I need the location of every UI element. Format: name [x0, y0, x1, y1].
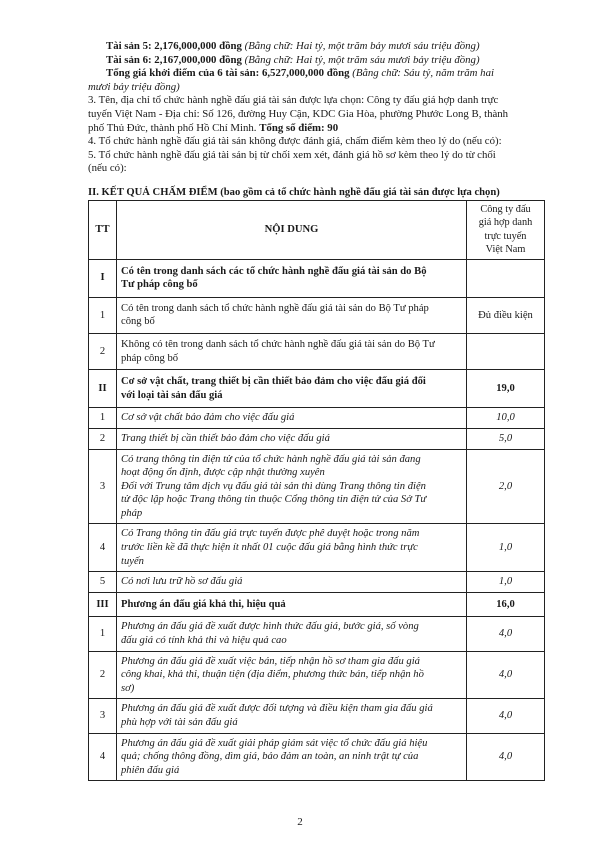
document-page — [88, 40, 544, 781]
row-score: 5,0 — [467, 428, 545, 449]
row-score: 2,0 — [467, 449, 545, 524]
row-content-line: trước liền kề đã thực hiện ít nhất 01 cuộc đấu giá bằng hình thức trực — [121, 542, 418, 554]
score-table — [88, 200, 545, 781]
row-content — [117, 259, 467, 297]
row-score — [467, 259, 545, 297]
row-tt: 2 — [89, 333, 117, 369]
row-content — [117, 699, 467, 733]
row-content-line: Có nơi lưu trữ hồ sơ đấu giá — [121, 576, 243, 588]
row-content-line: Cơ sở vật chất, trang thiết bị cần thiết bảo đảm cho việc đấu giá đối — [121, 376, 426, 388]
row-tt: 3 — [89, 449, 117, 524]
row-content-line: pháp — [121, 507, 143, 519]
row-score: 1,0 — [467, 524, 545, 572]
row-content-line: Phương án đấu giá khả thi, hiệu quả — [121, 598, 286, 610]
row-tt: 1 — [89, 408, 117, 429]
row-content-line: công khai, khả thi, thuận tiện (địa điểm, phương thức bán, tiếp nhận hồ — [121, 669, 424, 681]
row-content-line: hoạt động ổn định, được cập nhật thường xuyên — [121, 467, 325, 479]
table-row — [89, 699, 545, 733]
row-tt: I — [89, 259, 117, 297]
row-content — [117, 428, 467, 449]
row-tt: III — [89, 592, 117, 617]
row-content-line: phù hợp với tài sản đấu giá — [121, 717, 238, 728]
table-row — [89, 370, 545, 408]
row-content-line: đấu giá có tính khả thi và hiệu quả cao — [121, 635, 287, 647]
row-content — [117, 592, 467, 617]
row-content-line: Đối với Trung tâm dịch vụ đấu giá tài sản thì dùng Trang thông tin điện — [121, 480, 426, 492]
table-row — [89, 449, 545, 524]
table-row — [89, 651, 545, 699]
row-score: 1,0 — [467, 572, 545, 593]
table-row — [89, 428, 545, 449]
table-body — [89, 259, 545, 781]
row-content — [117, 651, 467, 699]
table-row — [89, 297, 545, 333]
row-tt: 5 — [89, 572, 117, 593]
total-words-2: mươi bảy triệu đồng) — [88, 80, 180, 93]
row-score: 16,0 — [467, 592, 545, 617]
total-line — [88, 67, 544, 81]
table-row — [89, 524, 545, 572]
row-content — [117, 333, 467, 369]
row-content-line: tử độc lập hoặc Trang thông tin thuộc Cổng thông tin điện tử của Sở Tư — [121, 494, 427, 506]
row-content-line: Có tên trong danh sách các tổ chức hành nghề đấu giá tài sản do Bộ — [121, 265, 427, 277]
row-tt: 2 — [89, 428, 117, 449]
table-header-row — [89, 200, 545, 259]
asset-5-words: (Bằng chữ: Hai tỷ, một trăm bảy mươi sáu triệu đồng) — [244, 40, 480, 52]
row-score: 4,0 — [467, 651, 545, 699]
row-content-line: pháp công bố — [121, 352, 179, 364]
row-score: 4,0 — [467, 699, 545, 733]
item3-line3 — [88, 122, 544, 136]
row-content — [117, 733, 467, 781]
item5-line1: 5. Tổ chức hành nghề đấu giá tài sản bị từ chối xem xét, đánh giá hồ sơ kèm theo lý do từ chối — [88, 148, 496, 161]
row-content-line: Có trang thông tin điện tử của tổ chức hành nghề đấu giá tài sản đang — [121, 453, 421, 465]
row-content-line: Phương án đấu giá đề xuất được hình thức đấu giá, bước giá, số vòng — [121, 621, 419, 633]
row-score: Đủ điều kiện — [467, 297, 545, 333]
row-content — [117, 370, 467, 408]
row-content-line: công bố — [121, 316, 155, 328]
page-number: 2 — [297, 816, 303, 828]
item3-line2: tuyến Việt Nam - Địa chỉ: Số 126, đường Huy Cận, KDC Gia Hòa, phường Phước Long B, thành — [88, 107, 509, 120]
row-content — [117, 572, 467, 593]
row-content-line: sơ) — [121, 682, 135, 694]
org-header-line: Việt Nam — [485, 244, 526, 256]
org-header-line: trực tuyến — [484, 230, 527, 242]
asset-6-words: (Bằng chữ: Hai tỷ, một trăm sáu mươi bảy triệu đồng) — [244, 53, 480, 66]
item4: 4. Tổ chức hành nghề đấu giá tài sản không được đánh giá, chấm điểm kèm theo lý do (nếu có): — [88, 135, 502, 148]
total-words-1: (Bằng chữ: Sáu tỷ, năm trăm hai — [352, 67, 494, 80]
row-tt: 1 — [89, 617, 117, 651]
row-content-line: quả; chống thông đồng, dìm giá, bảo đảm an toàn, an ninh trật tự của — [121, 751, 419, 763]
row-content-line: Có tên trong danh sách tổ chức hành nghề đấu giá tài sản do Bộ Tư pháp — [121, 302, 429, 314]
row-score: 4,0 — [467, 733, 545, 781]
row-content-line: Phương án đấu giá đề xuất được đối tượng và điều kiện tham gia đấu giá — [121, 703, 433, 715]
table-row — [89, 733, 545, 781]
row-content-line: với loại tài sản đấu giá — [121, 389, 223, 401]
col-org-header — [467, 200, 545, 259]
section-title: II. KẾT QUẢ CHẤM ĐIỂM (bao gồm cả tổ chức hành nghề đấu giá tài sản được lựa chọn) — [88, 186, 500, 198]
row-content-line: Cơ sở vật chất bảo đảm cho việc đấu giá — [121, 412, 295, 424]
row-content — [117, 524, 467, 572]
row-content — [117, 297, 467, 333]
table-row — [89, 333, 545, 369]
table-row — [89, 408, 545, 429]
row-score: 10,0 — [467, 408, 545, 429]
org-header-line: giá hợp danh — [478, 217, 533, 229]
row-content-line: phiên đấu giá — [121, 764, 180, 776]
item3-address-end: phố Thủ Đức, thành phố Hồ Chí Minh. — [88, 121, 257, 134]
item3-line1: 3. Tên, địa chỉ tổ chức hành nghề đấu giá tài sản được lựa chọn: Công ty đấu giá hợp danh trực — [88, 94, 499, 107]
row-content-line: Trang thiết bị cần thiết bảo đảm cho việc đấu giá — [121, 432, 330, 444]
asset-5-label: Tài sản 5: 2,176,000,000 đồng — [106, 40, 242, 52]
row-tt: II — [89, 370, 117, 408]
row-content — [117, 617, 467, 651]
item3-score: Tổng số điểm: 90 — [259, 121, 339, 134]
row-content-line: Phương án đấu giá đề xuất giải pháp giám sát việc tổ chức đấu giá hiệu — [121, 737, 428, 749]
row-score: 19,0 — [467, 370, 545, 408]
table-row — [89, 592, 545, 617]
asset-6-label: Tài sản 6: 2,167,000,000 đồng — [106, 53, 242, 66]
row-score: 4,0 — [467, 617, 545, 651]
row-content-line: Có Trang thông tin đấu giá trực tuyến được phê duyệt hoặc trong năm — [121, 528, 420, 540]
row-content-line: Tư pháp công bố — [121, 279, 198, 291]
asset-line-5 — [88, 40, 544, 54]
org-header-line: Công ty đấu — [480, 203, 531, 215]
col-tt-header: TT — [89, 200, 117, 259]
row-content-line: tuyến — [121, 555, 144, 567]
row-content-line: Không có tên trong danh sách tổ chức hành nghề đấu giá tài sản do Bộ Tư — [121, 338, 435, 350]
table-row — [89, 259, 545, 297]
row-content — [117, 449, 467, 524]
item5-line2: (nếu có): — [88, 162, 127, 175]
col-content-header: NỘI DUNG — [117, 200, 467, 259]
row-score — [467, 333, 545, 369]
row-content — [117, 408, 467, 429]
row-tt: 4 — [89, 524, 117, 572]
table-row — [89, 572, 545, 593]
asset-line-6 — [88, 54, 544, 68]
table-row — [89, 617, 545, 651]
row-tt: 4 — [89, 733, 117, 781]
total-label: Tổng giá khởi điểm của 6 tài sản: 6,527,000,000 đồng — [106, 67, 350, 80]
row-tt: 3 — [89, 699, 117, 733]
row-content-line: Phương án đấu giá đề xuất việc bán, tiếp nhận hồ sơ tham gia đấu giá — [121, 655, 420, 667]
row-tt: 1 — [89, 297, 117, 333]
row-tt: 2 — [89, 651, 117, 699]
